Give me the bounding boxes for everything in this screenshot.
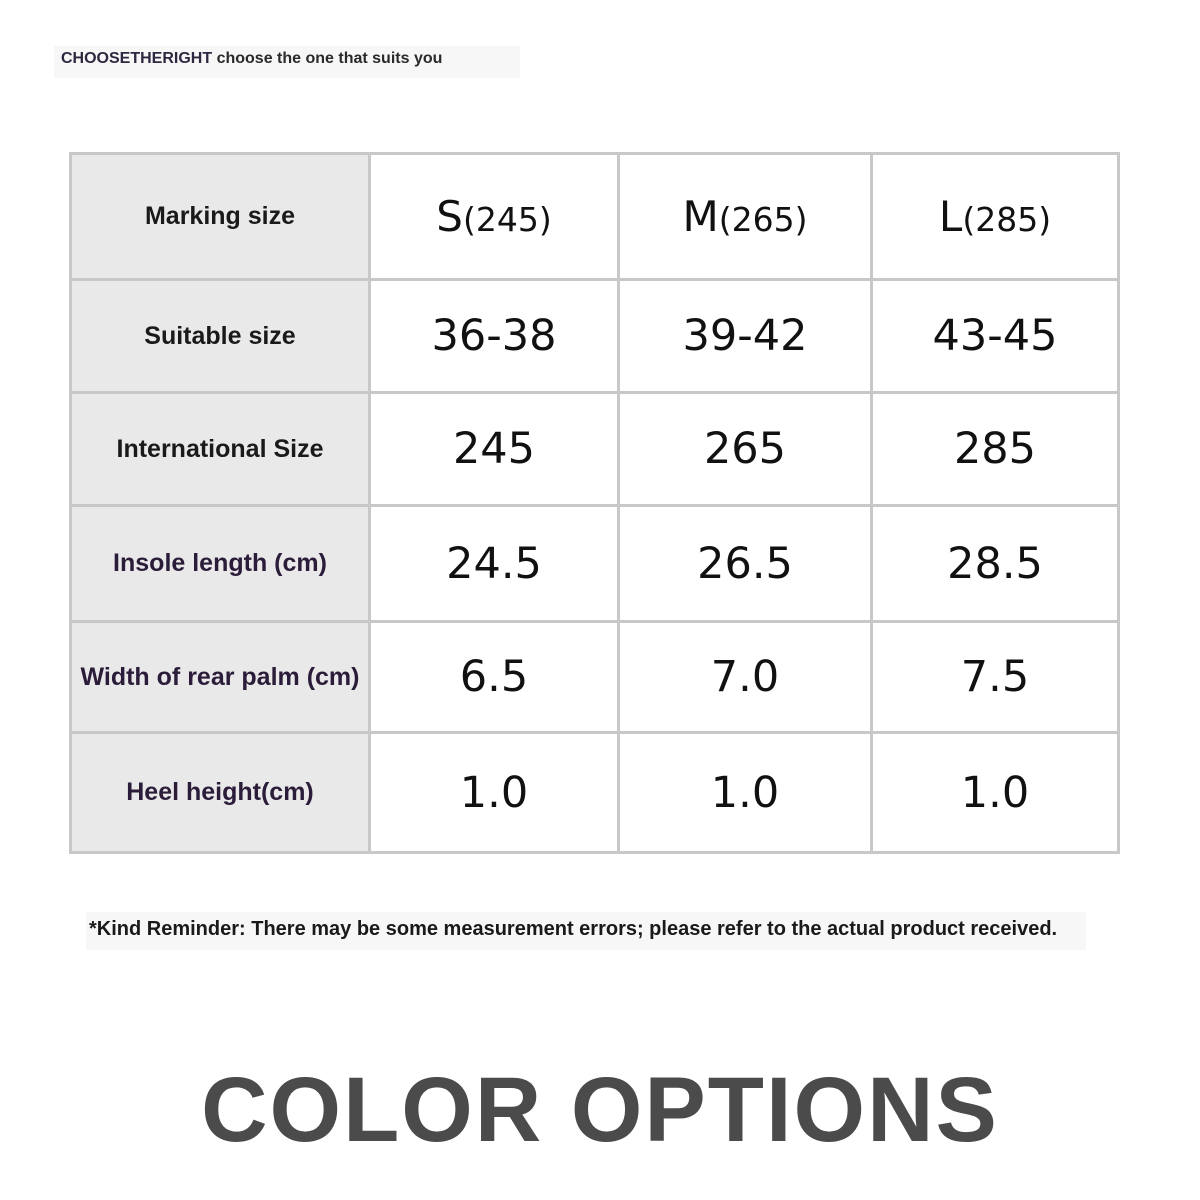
size-table — [69, 152, 1120, 854]
table-cell: 26.5 — [619, 506, 872, 622]
size-letter: L — [938, 191, 963, 241]
measurement-reminder: *Kind Reminder: There may be some measurement errors; please refer to the actual product received. — [89, 918, 1058, 940]
tagline-text: choose the one that suits you — [216, 50, 443, 67]
row-label: Suitable size — [71, 280, 370, 393]
row-label: Marking size — [71, 154, 370, 280]
row-label: International Size — [71, 393, 370, 506]
table-cell: 6.5 — [370, 622, 619, 733]
size-letter: S — [436, 191, 463, 241]
table-row-rear-palm-width — [71, 622, 1119, 733]
table-cell: 43-45 — [872, 280, 1119, 393]
table-row-marking-size — [71, 154, 1119, 280]
table-cell: 285 — [872, 393, 1119, 506]
table-cell: 1.0 — [872, 733, 1119, 853]
size-code: (245) — [462, 199, 552, 239]
table-cell: 245 — [370, 393, 619, 506]
table-row-international-size — [71, 393, 1119, 506]
table-cell — [619, 154, 872, 280]
table-cell: 36-38 — [370, 280, 619, 393]
tagline — [61, 50, 442, 68]
table-row-heel-height — [71, 733, 1119, 853]
table-cell: 39-42 — [619, 280, 872, 393]
table-cell: 265 — [619, 393, 872, 506]
table-cell — [872, 154, 1119, 280]
row-label: Width of rear palm (cm) — [71, 622, 370, 733]
table-cell: 7.5 — [872, 622, 1119, 733]
size-code: (265) — [718, 199, 808, 239]
table-row-suitable-size — [71, 280, 1119, 393]
row-label: Heel height(cm) — [71, 733, 370, 853]
row-label: Insole length (cm) — [71, 506, 370, 622]
table-cell: 1.0 — [619, 733, 872, 853]
brand-name: CHOOSETHERIGHT — [61, 50, 213, 67]
size-code: (285) — [962, 199, 1052, 239]
table-cell — [370, 154, 619, 280]
table-cell: 7.0 — [619, 622, 872, 733]
table-row-insole-length — [71, 506, 1119, 622]
size-letter: M — [682, 191, 719, 241]
table-cell: 28.5 — [872, 506, 1119, 622]
table-cell: 24.5 — [370, 506, 619, 622]
table-cell: 1.0 — [370, 733, 619, 853]
color-options-title: COLOR OPTIONS — [201, 1059, 999, 1161]
